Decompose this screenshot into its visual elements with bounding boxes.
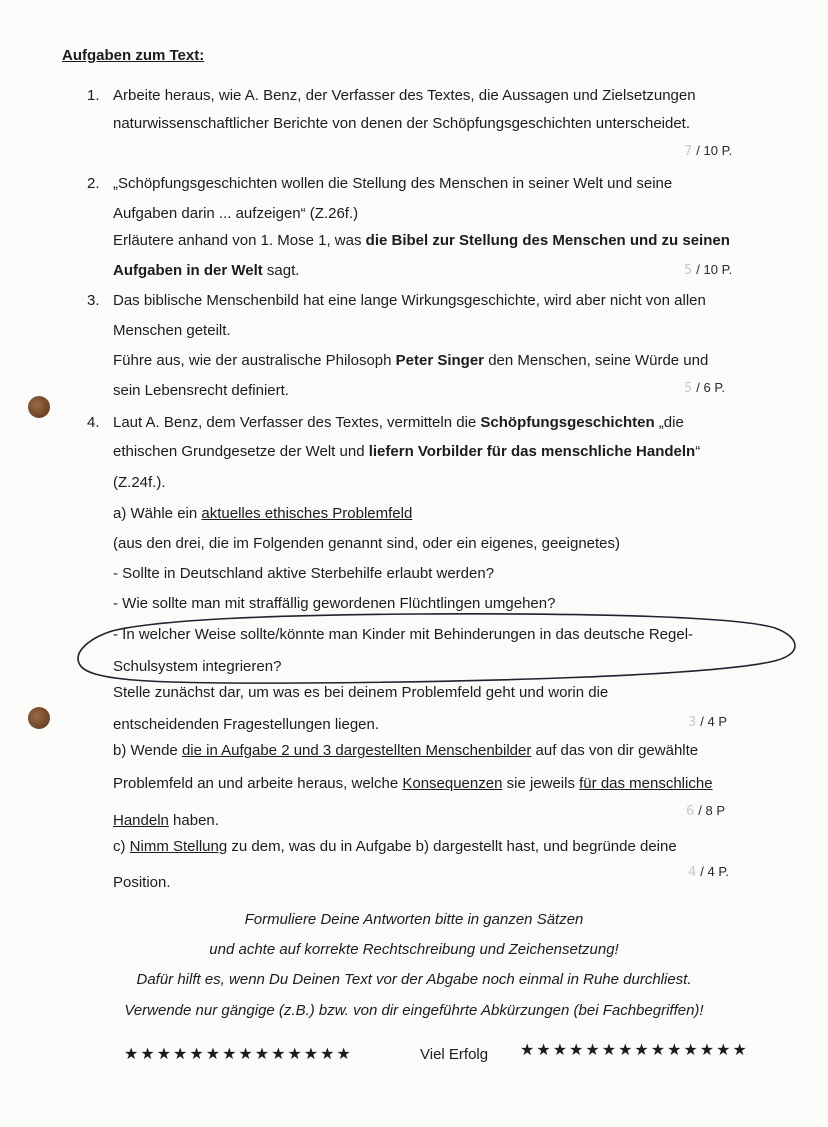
task-4c-line-2: Position. — [113, 874, 171, 891]
task-4-line-1 — [113, 414, 684, 432]
task-4-line-3: (Z.24f.). — [113, 474, 166, 491]
task-4a-parenthetical: (aus den drei, die im Folgenden genannt sind, oder ein eigenes, geeignetes) — [113, 535, 621, 552]
task-3-handwritten-score: 5 — [684, 381, 693, 396]
task-2-line-4 — [113, 262, 299, 280]
task-3-line-1: Das biblische Menschenbild hat eine lange Wirkungsgeschichte, wird aber nicht von allen — [113, 292, 706, 309]
task-4a-score — [688, 714, 727, 731]
task-4c-prefix: c) — [113, 838, 130, 855]
task-3-line-4: sein Lebensrecht definiert. — [113, 382, 289, 399]
task-4-line-2-bold: liefern Vorbilder für das menschliche Handeln — [368, 443, 696, 460]
task-4b-line-2 — [113, 775, 713, 793]
task-1-max-score: / 10 P. — [696, 143, 733, 158]
task-4a-option-3-line-1: - In welcher Weise sollte/könnte man Kinder mit Behinderungen in das deutsche Regel- — [113, 626, 694, 643]
task-4-line-2-rest: “ — [695, 443, 701, 460]
good-luck-text: Viel Erfolg — [420, 1046, 489, 1063]
task-4a-underlined: aktuelles ethisches Problemfeld — [201, 505, 413, 522]
task-4-line-2 — [113, 443, 700, 461]
footer-line-3: Dafür hilft es, wenn Du Deinen Text vor der Abgabe noch einmal in Ruhe durchliest. — [136, 971, 692, 988]
task-3-line-3 — [113, 352, 708, 370]
task-4a-heading — [113, 505, 412, 523]
task-2-handwritten-score: 5 — [684, 263, 693, 278]
task-2-max-score: / 10 P. — [696, 262, 733, 277]
task-4b-line-3 — [113, 812, 219, 830]
task-4a-line-1: Stelle zunächst dar, um was es bei deinem Problemfeld geht und worin die — [113, 684, 609, 701]
task-4c-handwritten-score: 4 — [688, 865, 697, 880]
worksheet-title: Aufgaben zum Text: — [62, 47, 205, 64]
task-4b-score — [686, 803, 725, 820]
task-4b-line-2-text: Problemfeld an und arbeite heraus, welche — [113, 775, 403, 792]
task-4b-underlined-2: Konsequenzen — [402, 775, 503, 792]
task-4c-score — [688, 864, 729, 881]
footer-line-4: Verwende nur gängige (z.B.) bzw. von dir eingeführte Abkürzungen (bei Fachbegriffen)! — [124, 1002, 704, 1019]
task-4b-prefix: b) Wende — [113, 742, 182, 759]
task-4b-line-1 — [113, 742, 698, 760]
footer-line-2: und achte auf korrekte Rechtschreibung und Zeichensetzung! — [209, 941, 619, 958]
task-2-score — [684, 262, 732, 279]
stars-right: ★★★★★★★★★★★★★★ — [520, 1042, 749, 1059]
task-4-number: 4. — [87, 414, 100, 431]
task-3-line-2: Menschen geteilt. — [113, 322, 231, 339]
task-4-line-1-text: Laut A. Benz, dem Verfasser des Textes, vermitteln die — [113, 414, 481, 431]
task-4b-max-score: / 8 P — [698, 803, 726, 818]
footer-line-1: Formuliere Deine Antworten bitte in ganzen Sätzen — [244, 911, 584, 928]
punch-hole-bottom — [28, 707, 50, 729]
task-1-line-1: Arbeite heraus, wie A. Benz, der Verfasser des Textes, die Aussagen und Zielsetzungen — [113, 87, 696, 104]
task-4a-option-3-line-2: Schulsystem integrieren? — [113, 658, 282, 675]
task-4a-max-score: / 4 P — [700, 714, 728, 729]
task-4b-line-3-rest: haben. — [168, 812, 219, 829]
task-3-line-3-rest: den Menschen, seine Würde und — [484, 352, 709, 369]
task-4c-line-1 — [113, 838, 677, 856]
task-4-line-2-text: ethischen Grundgesetze der Welt und — [113, 443, 369, 460]
task-4c-rest: zu dem, was du in Aufgabe b) dargestellt hast, und begründe deine — [227, 838, 677, 855]
punch-hole-top — [28, 396, 50, 418]
task-3-score — [684, 380, 725, 397]
task-1-line-2: naturwissenschaftlicher Berichte von denen der Schöpfungsgeschichten unterscheidet. — [113, 115, 691, 132]
task-3-max-score: / 6 P. — [696, 380, 725, 395]
task-4b-mid: auf das von dir gewählte — [531, 742, 699, 759]
task-2-line-3 — [113, 232, 730, 250]
task-4a-handwritten-score: 3 — [688, 715, 697, 730]
task-4c-max-score: / 4 P. — [700, 864, 729, 879]
task-2-line-4-bold: Aufgaben in der Welt — [113, 262, 263, 279]
task-2-line-2: Aufgaben darin ... aufzeigen“ (Z.26f.) — [113, 205, 359, 222]
task-1-number: 1. — [87, 87, 100, 104]
task-2-line-3-text: Erläutere anhand von 1. Mose 1, was — [113, 232, 366, 249]
task-4-line-1-rest: „die — [654, 414, 684, 431]
task-2-number: 2. — [87, 175, 100, 192]
task-2-line-1: „Schöpfungsgeschichten wollen die Stellung des Menschen in seiner Welt und seine — [113, 175, 673, 192]
task-4a-option-2: - Wie sollte man mit straffällig gewordenen Flüchtlingen umgehen? — [113, 595, 556, 612]
task-4a-line-2: entscheidenden Fragestellungen liegen. — [113, 716, 380, 733]
task-2-line-3-bold: die Bibel zur Stellung des Menschen und zu seinen — [365, 232, 730, 249]
task-3-line-3-text: Führe aus, wie der australische Philosoph — [113, 352, 396, 369]
task-4b-underlined-4: Handeln — [113, 812, 169, 829]
task-4b-line-2-mid: sie jeweils — [502, 775, 580, 792]
stars-left: ★★★★★★★★★★★★★★ — [124, 1046, 353, 1063]
task-4-line-1-bold: Schöpfungsgeschichten — [480, 414, 655, 431]
task-4b-underlined-3: für das menschliche — [579, 775, 713, 792]
task-4b-underlined-1: die in Aufgabe 2 und 3 dargestellten Menschenbilder — [181, 742, 532, 759]
task-4c-underlined: Nimm Stellung — [129, 838, 228, 855]
task-1-score — [684, 143, 732, 160]
task-4b-handwritten-score: 6 — [686, 804, 695, 819]
task-4a-option-1: - Sollte in Deutschland aktive Sterbehilfe erlaubt werden? — [113, 565, 495, 582]
task-2-line-4-text: sagt. — [262, 262, 300, 279]
task-4a-prefix: a) Wähle ein — [113, 505, 202, 522]
task-3-line-3-bold: Peter Singer — [395, 352, 485, 369]
task-1-handwritten-score: 7 — [684, 144, 693, 159]
task-3-number: 3. — [87, 292, 100, 309]
